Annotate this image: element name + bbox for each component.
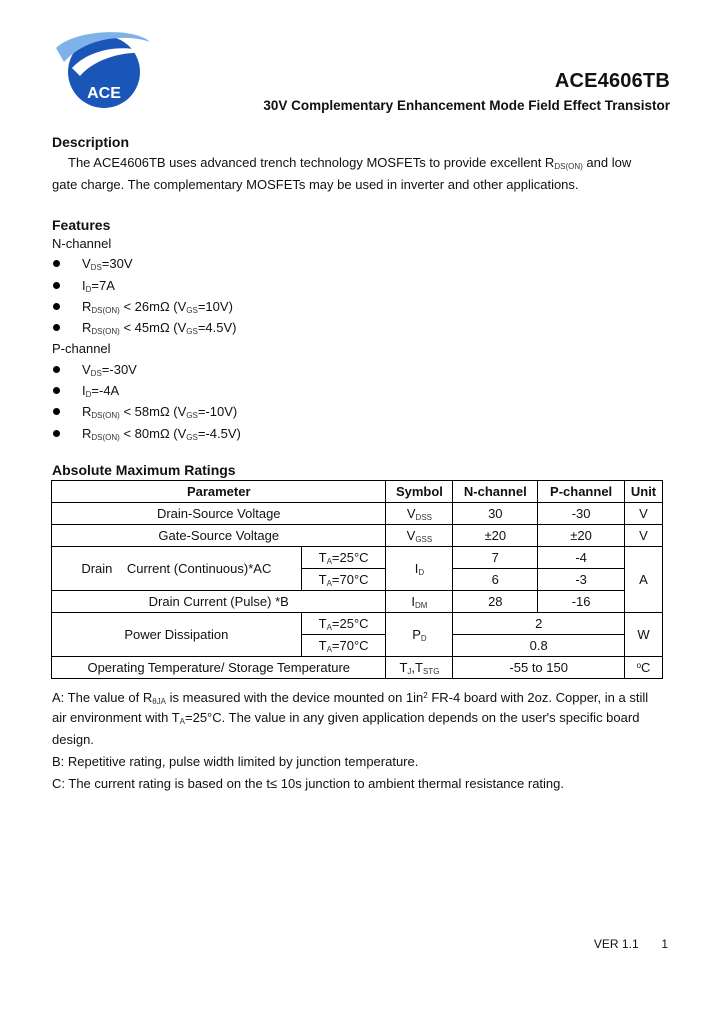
symbol-temp: $T_J,T_{STG}$ [386, 657, 453, 679]
page-number: 1 [661, 937, 668, 951]
idm-n: 28 [453, 591, 538, 613]
note-a-line2: air environment with $T_A=25^\circ C$. The value in any given application depends on the user's specific board [52, 710, 640, 726]
vds-unit: V [625, 503, 663, 525]
param-vgs: Gate-Source Voltage [52, 525, 386, 547]
pd-cond-25c: $T_A=25^\circ C$ [301, 613, 386, 635]
table-row [52, 591, 663, 613]
table-header-row [52, 481, 663, 503]
id-n-25c: 7 [453, 547, 538, 569]
param-temp: Operating Temperature/ Storage Temperature [52, 657, 386, 679]
temp-value: -55 to 150 [453, 657, 625, 679]
temp-unit: $^o$C [625, 657, 663, 679]
symbol-idm: $I_{DM}$ [386, 591, 453, 613]
description-line1-b: and low [582, 155, 632, 170]
note-a-line3: design. [52, 732, 94, 747]
description-line1-a: The ACE4606TB uses advanced trench technology MOSFETs to provide excellent R [68, 155, 555, 170]
param-id: Drain Current (Continuous)*AC [52, 547, 302, 591]
p-channel-label: P-channel [52, 341, 111, 356]
bullet-dot [53, 303, 60, 310]
param-vds: Drain-Source Voltage [52, 503, 386, 525]
note-a: A: The value of $R_{\theta JA}$ is measured with the device mounted on $1in^2$ FR-4 board with 2oz. Copper, in a still [52, 690, 649, 706]
features-heading: Features [52, 217, 111, 233]
table-row [52, 657, 663, 679]
note-c: C: The current rating is based on the t≤ 10s junction to ambient thermal resistance rating. [52, 776, 564, 791]
vds-p: -30 [538, 503, 625, 525]
table-row [52, 547, 663, 569]
idm-p: -16 [538, 591, 625, 613]
id-cond-25c: $T_A=25^\circ C$ [301, 547, 386, 569]
param-idm: Drain Current (Pulse) *B [52, 591, 386, 613]
pd-cond-70c: $T_A=70^\circ C$ [301, 635, 386, 657]
logo-text: ACE [87, 85, 121, 102]
header-n-channel: N-channel [453, 481, 538, 503]
description-line1-sub: DS(ON) [554, 162, 583, 171]
description-heading: Description [52, 134, 130, 150]
vgs-p: ±20 [538, 525, 625, 547]
param-pd: Power Dissipation [52, 613, 302, 657]
ratings-table [51, 480, 663, 679]
note-b: B: Repetitive rating, pulse width limited by junction temperature. [52, 754, 419, 769]
header-symbol: Symbol [386, 481, 453, 503]
id-n-70c: 6 [453, 569, 538, 591]
product-subtitle: 30V Complementary Enhancement Mode Field Effect Transistor [263, 98, 670, 113]
table-row [52, 503, 663, 525]
bullet-dot [53, 260, 60, 267]
symbol-id: $I_D$ [386, 547, 453, 591]
id-p-70c: -3 [538, 569, 625, 591]
bullet-dot [53, 324, 60, 331]
pd-25c: 2 [453, 613, 625, 635]
header-unit: Unit [625, 481, 663, 503]
id-unit: A [625, 547, 663, 613]
product-name: ACE4606TB [554, 70, 670, 92]
version-label: VER 1.1 [593, 937, 639, 951]
symbol-vds: $V_{DSS}$ [386, 503, 453, 525]
header-parameter: Parameter [52, 481, 386, 503]
id-p-25c: -4 [538, 547, 625, 569]
table-row [52, 525, 663, 547]
footer [594, 937, 668, 951]
pd-unit: W [625, 613, 663, 657]
bullet-dot [53, 282, 60, 289]
bullet-dot [53, 430, 60, 437]
ace-logo [52, 28, 152, 110]
description-line2: gate charge. The complementary MOSFETs may be used in inverter and other applications. [52, 177, 579, 192]
symbol-vgs: $V_{GSS}$ [386, 525, 453, 547]
n-channel-label: N-channel [52, 236, 112, 251]
id-cond-70c: $T_A=70^\circ C$ [301, 569, 386, 591]
vgs-n: ±20 [453, 525, 538, 547]
vgs-unit: V [625, 525, 663, 547]
ratings-heading: Absolute Maximum Ratings [52, 462, 236, 478]
table-row [52, 613, 663, 635]
vds-n: 30 [453, 503, 538, 525]
header-p-channel: P-channel [538, 481, 625, 503]
bullet-dot [53, 408, 60, 415]
bullet-dot [53, 366, 60, 373]
symbol-pd: $P_D$ [386, 613, 453, 657]
bullet-dot [53, 387, 60, 394]
pd-70c: 0.8 [453, 635, 625, 657]
